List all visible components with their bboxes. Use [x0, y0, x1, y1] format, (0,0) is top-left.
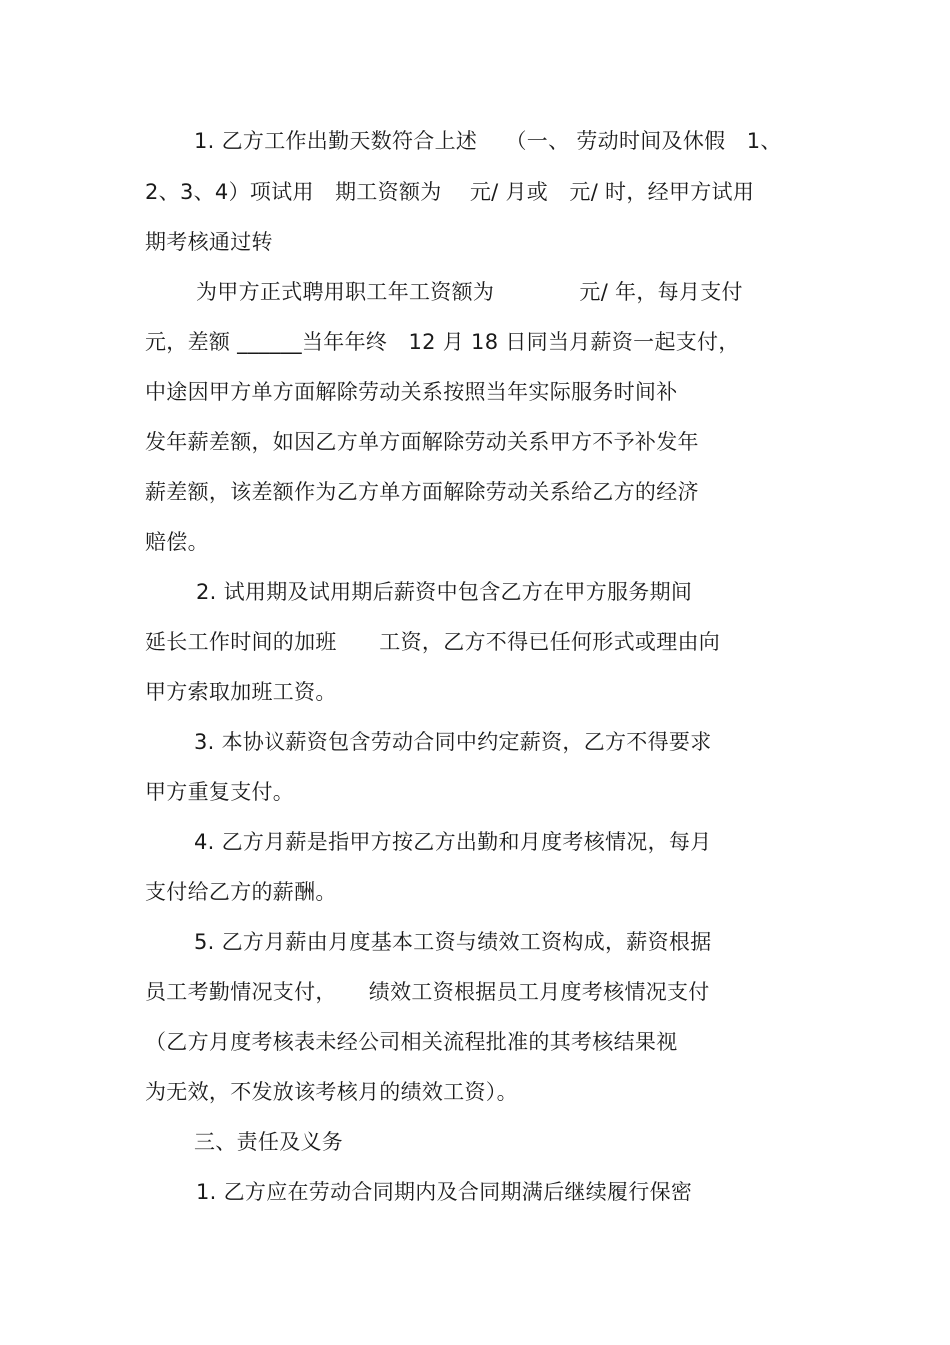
text-line: 5. 乙方月薪由月度基本工资与绩效工资构成，薪资根据	[194, 930, 712, 954]
text-line: 1. 乙方工作出勤天数符合上述 （一、 劳动时间及休假 1、	[194, 129, 782, 153]
text-line: 薪差额，该差额作为乙方单方面解除劳动关系给乙方的经济	[145, 480, 699, 504]
text-line: 期考核通过转	[145, 230, 273, 254]
text-line: 发年薪差额，如因乙方单方面解除劳动关系甲方不予补发年	[145, 430, 699, 454]
text-line: 为甲方正式聘用职工年工资额为 元/ 年，每月支付	[196, 280, 743, 304]
text-line: 3. 本协议薪资包含劳动合同中约定薪资，乙方不得要求	[194, 730, 712, 754]
text-line: 支付给乙方的薪酬。	[145, 880, 337, 904]
text-line: 中途因甲方单方面解除劳动关系按照当年实际服务时间补	[145, 380, 678, 404]
text-line: 1. 乙方应在劳动合同期内及合同期满后继续履行保密	[196, 1180, 693, 1204]
text-line: 甲方重复支付。	[145, 780, 295, 804]
text-line: （乙方月度考核表未经公司相关流程批准的其考核结果视	[145, 1030, 678, 1054]
text-line: 赔偿。	[145, 530, 209, 554]
text-line: 2、3、4）项试用 期工资额为 元/ 月或 元/ 时，经甲方试用	[145, 180, 755, 204]
text-line: 延长工作时间的加班 工资，乙方不得已任何形式或理由向	[145, 630, 721, 654]
text-line: 2. 试用期及试用期后薪资中包含乙方在甲方服务期间	[196, 580, 693, 604]
text-line: 甲方索取加班工资。	[145, 680, 337, 704]
section-heading: 三、责任及义务	[194, 1130, 344, 1154]
text-line: 4. 乙方月薪是指甲方按乙方出勤和月度考核情况，每月	[194, 830, 712, 854]
text-line: 员工考勤情况支付， 绩效工资根据员工月度考核情况支付	[145, 980, 710, 1004]
text-line: 元，差额 ______当年年终 12 月 18 日同当月薪资一起支付，	[145, 330, 740, 354]
text-line: 为无效，不发放该考核月的绩效工资）。	[145, 1080, 518, 1104]
